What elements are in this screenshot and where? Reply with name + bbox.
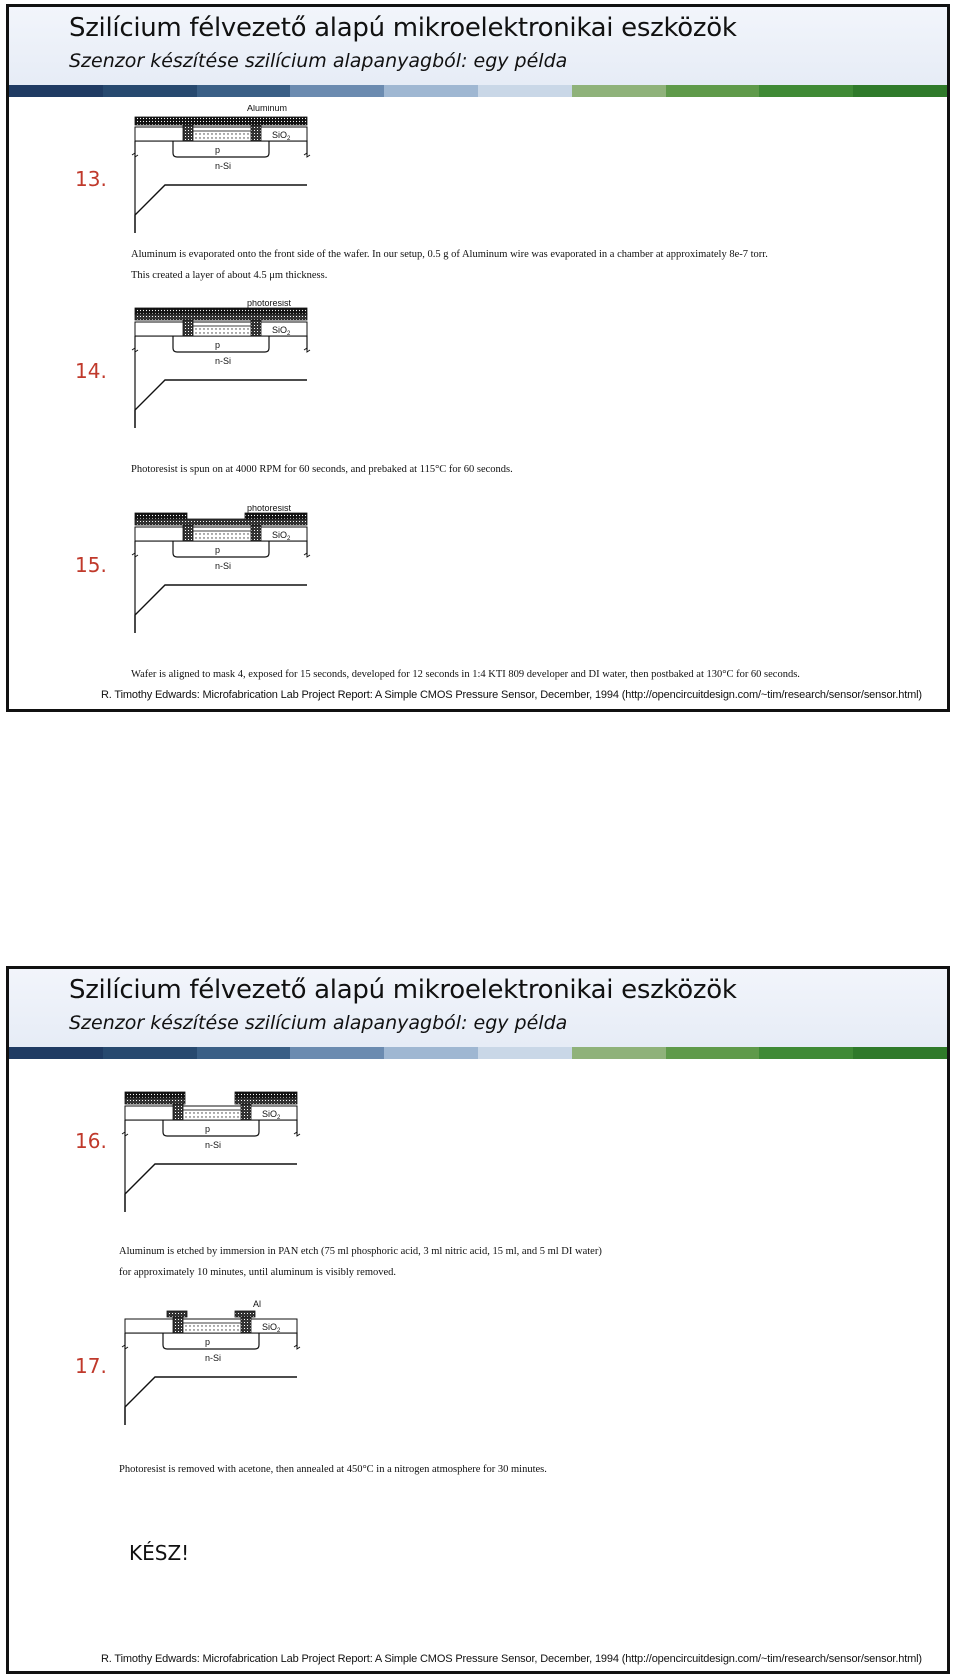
slide-title: Szilícium félvezető alapú mikroelektronikai eszközök [69,975,737,1005]
slide-subtitle: Szenzor készítése szilícium alapanyagból: egy példa [69,50,568,72]
svg-text:Al: Al [253,1299,262,1309]
step-caption-14: Photoresist is spun on at 4000 RPM for 60 seconds, and prebaked at 115°C for 60 seconds. [131,464,513,475]
svg-text:SiO2: SiO$_2$ [262,1109,281,1121]
cross-section-diagram-13 [127,105,317,240]
cross-section-diagram-14 [127,300,317,435]
svg-text:photoresist: photoresist [247,300,292,308]
svg-text:n-Si: n-Si [215,561,232,571]
step-number-17: 17. [75,1354,107,1378]
svg-text:p: p [215,145,221,155]
step-caption-16: Aluminum is etched by immersion in PAN etch (75 ml phosphoric acid, 3 ml nitric acid, 15 ml, and 5 ml DI water) for approximately 10 minutes, until aluminum is visibly removed. [119,1246,602,1278]
step-number-13: 13. [75,167,107,191]
svg-text:SiO2: SiO$_2$ [262,1322,281,1334]
svg-text:Aluminum: Aluminum [247,105,288,113]
reference-citation: R. Timothy Edwards: Microfabrication Lab Project Report: A Simple CMOS Pressure Sensor, December, 1994 (http://opencircuitdesign.com/~tim/research/sensor/sensor.html) [101,1653,922,1665]
reference-citation: R. Timothy Edwards: Microfabrication Lab Project Report: A Simple CMOS Pressure Sensor, December, 1994 (http://opencircuitdesign.com/~tim/research/sensor/sensor.html) [101,689,922,701]
step-caption-13: Aluminum is evaporated onto the front side of the wafer. In our setup, 0.5 g of Aluminum wire was evaporated in a chamber at approximately 8e-7 torr. This created a layer of about 4.5 μm thickness. [131,249,768,281]
done-label: KÉSZ! [129,1541,190,1565]
slide-1 [6,4,950,712]
cross-section-diagram-16 [117,1084,307,1219]
svg-text:p: p [205,1337,211,1347]
step-number-15: 15. [75,553,107,577]
slide-subtitle: Szenzor készítése szilícium alapanyagból: egy példa [69,1012,568,1034]
slide-2 [6,966,950,1674]
step-number-16: 16. [75,1129,107,1153]
svg-text:p: p [215,545,221,555]
cross-section-diagram-17 [117,1297,307,1432]
decorative-color-bar [9,85,947,97]
slide-title: Szilícium félvezető alapú mikroelektronikai eszközök [69,13,737,43]
step-caption-15: Wafer is aligned to mask 4, exposed for 15 seconds, developed for 12 seconds in 1:4 KTI 809 developer and DI water, then postbaked at 130°C for 60 seconds. [131,669,800,680]
decorative-color-bar [9,1047,947,1059]
step-caption-17: Photoresist is removed with acetone, then annealed at 450°C in a nitrogen atmosphere for 30 minutes. [119,1464,547,1475]
slide-header [9,7,947,85]
svg-text:SiO2: SiO$_2$ [272,530,291,542]
svg-text:p: p [205,1124,211,1134]
cross-section-diagram-15 [127,505,317,640]
step-number-14: 14. [75,359,107,383]
svg-text:n-Si: n-Si [215,161,232,171]
svg-text:n-Si: n-Si [205,1140,222,1150]
svg-text:photoresist: photoresist [247,505,292,513]
svg-text:SiO2: SiO$_2$ [272,325,291,337]
svg-text:SiO2: SiO$_2$ [272,130,291,142]
svg-text:n-Si: n-Si [215,356,232,366]
svg-text:p: p [215,340,221,350]
slide-header [9,969,947,1047]
svg-text:n-Si: n-Si [205,1353,222,1363]
